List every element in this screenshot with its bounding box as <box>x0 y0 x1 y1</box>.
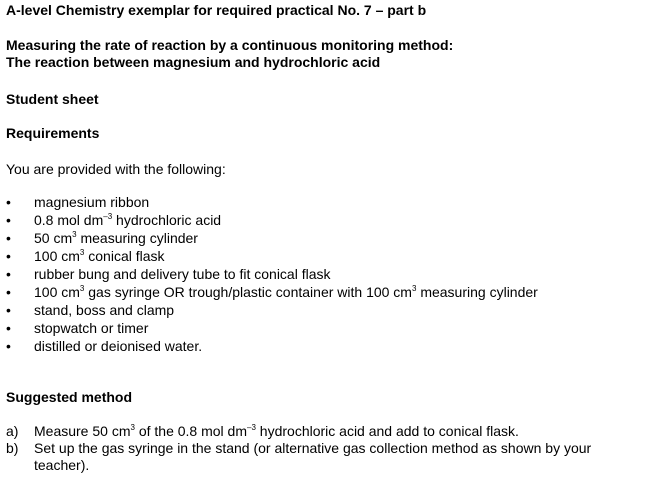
list-item-text: stopwatch or timer <box>34 320 149 336</box>
step-text: hydrochloric acid and add to conical flask. <box>255 423 519 439</box>
bullet-icon: • <box>6 338 11 354</box>
list-item-text: 100 cm <box>34 248 80 264</box>
list-item <box>6 302 538 320</box>
list-item-text: 0.8 mol dm <box>34 212 104 228</box>
list-item <box>6 230 538 248</box>
list-item-text: conical flask <box>84 248 165 264</box>
list-item <box>6 284 538 302</box>
step-marker: a) <box>6 423 19 439</box>
list-item-text: measuring cylinder <box>76 230 198 246</box>
step-text: of the 0.8 mol dm <box>134 423 247 439</box>
student-sheet-heading: Student sheet <box>6 91 99 107</box>
list-item-text: magnesium ribbon <box>34 194 150 210</box>
bullet-icon: • <box>6 302 11 318</box>
superscript: –3 <box>247 423 256 432</box>
list-item-text: gas syringe OR trough/plastic container with 100 cm <box>84 284 412 300</box>
list-item-text: 100 cm <box>34 284 80 300</box>
superscript: 3 <box>130 423 135 432</box>
bullet-icon: • <box>6 194 11 210</box>
list-item <box>6 248 538 266</box>
method-step <box>6 423 646 440</box>
bullet-icon: • <box>6 284 11 300</box>
step-text: Set up the gas syringe in the stand (or alternative gas collection method as shown by your teacher). <box>34 440 592 473</box>
method-step <box>6 440 646 474</box>
list-item-text: stand, boss and clamp <box>34 302 175 318</box>
list-item <box>6 320 538 338</box>
practical-title-line-2: The reaction between magnesium and hydrochloric acid <box>6 54 381 70</box>
list-item <box>6 338 538 356</box>
requirements-heading: Requirements <box>6 125 100 141</box>
list-item-text: 50 cm <box>34 230 73 246</box>
list-item-text: hydrochloric acid <box>112 212 222 228</box>
list-item <box>6 212 538 230</box>
step-marker: b) <box>6 440 19 456</box>
superscript: 3 <box>79 248 85 257</box>
list-item-text: measuring cylinder <box>416 284 538 300</box>
practical-title-line-1: Measuring the rate of reaction by a continuous monitoring method: <box>6 37 454 53</box>
list-item <box>6 266 538 284</box>
superscript: 3 <box>411 284 417 293</box>
bullet-icon: • <box>6 212 11 228</box>
bullet-icon: • <box>6 248 11 264</box>
bullet-icon: • <box>6 230 11 246</box>
list-item-text: distilled or deionised water. <box>34 338 203 354</box>
step-text: Measure 50 cm <box>34 423 131 439</box>
superscript: 3 <box>79 284 85 293</box>
provided-intro-text: You are provided with the following: <box>6 161 226 177</box>
list-item <box>6 194 538 212</box>
method-steps-list <box>6 423 646 474</box>
superscript: –3 <box>103 212 113 221</box>
suggested-method-heading: Suggested method <box>6 389 133 405</box>
bullet-icon: • <box>6 320 11 336</box>
document-header-title: A-level Chemistry exemplar for required practical No. 7 – part b <box>6 2 427 18</box>
superscript: 3 <box>72 230 77 239</box>
list-item-text: rubber bung and delivery tube to fit conical flask <box>34 266 331 282</box>
bullet-icon: • <box>6 266 11 282</box>
materials-list <box>6 194 538 356</box>
